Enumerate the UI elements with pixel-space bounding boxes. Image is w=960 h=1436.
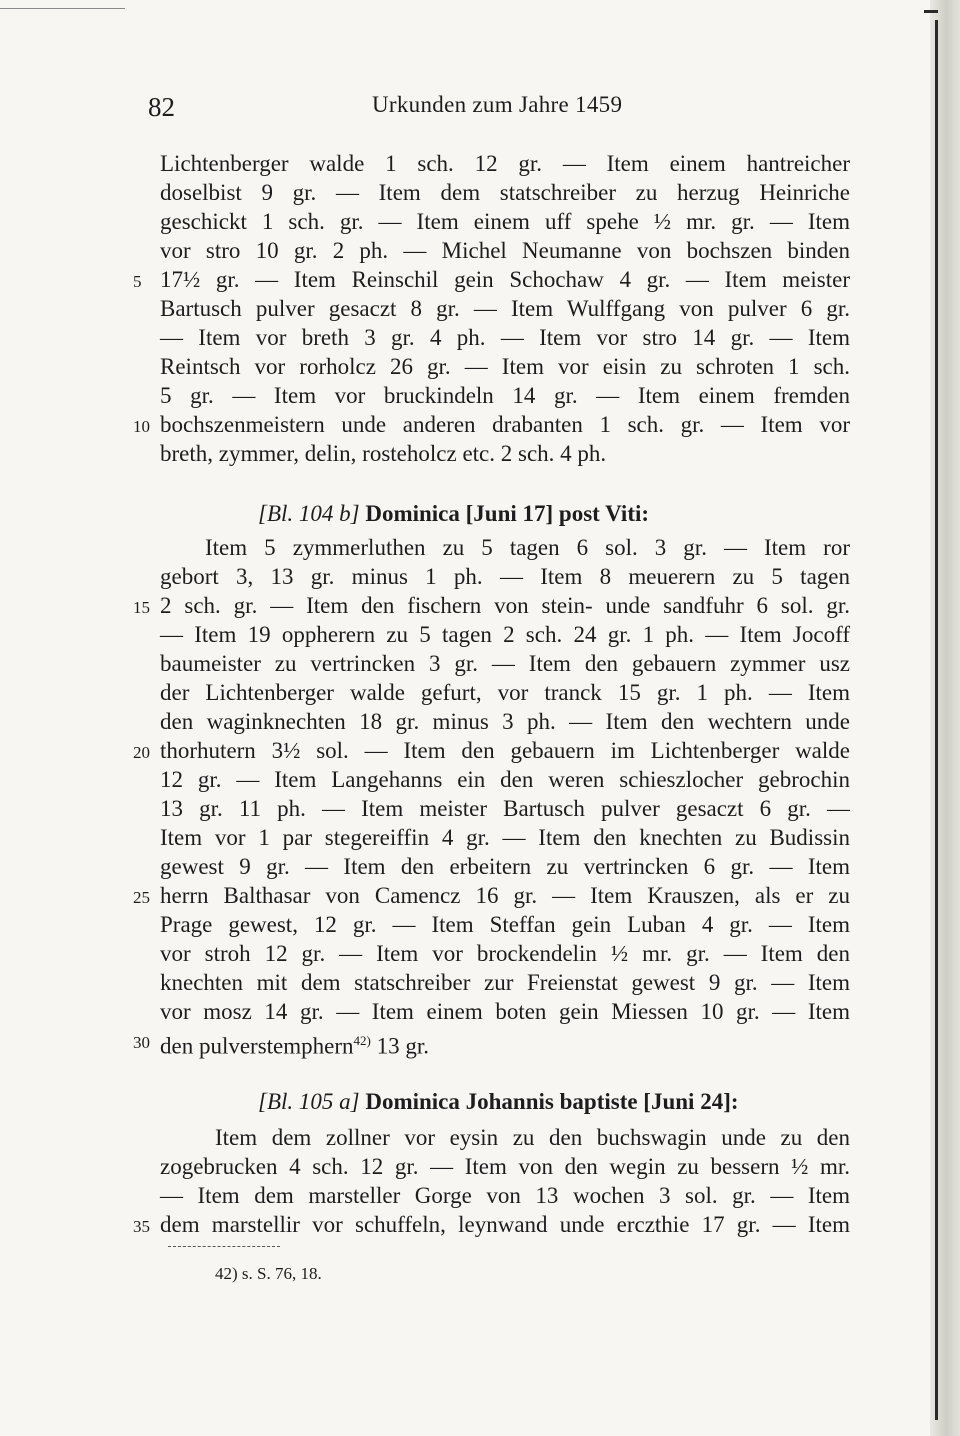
text-line: dem marstellir vor schuffeln, leynwand unde erczthie 17 gr. — Item bbox=[160, 1212, 850, 1237]
text-line: thorhutern 3½ sol. — Item den gebauern im Lichtenberger walde bbox=[160, 738, 850, 763]
text-line: doselbist 9 gr. — Item dem statschreiber zu herzug Heinriche bbox=[160, 180, 850, 205]
running-title: Urkunden zum Jahre 1459 bbox=[372, 92, 623, 117]
text-line: 13 gr. 11 ph. — Item meister Bartusch pulver gesaczt 6 gr. — bbox=[160, 796, 850, 821]
text-line: 5 gr. — Item vor bruckindeln 14 gr. — Item einem fremden bbox=[160, 383, 850, 408]
text-line: Lichtenberger walde 1 sch. 12 gr. — Item einem hantreicher bbox=[160, 151, 850, 176]
text-line: 17½ gr. — Item Reinschil gein Schochaw 4 gr. — Item meister bbox=[160, 267, 850, 292]
text-line: Item dem zollner vor eysin zu den buchswagin unde zu den bbox=[215, 1125, 850, 1150]
footnote-text: s. S. 76, 18. bbox=[241, 1264, 322, 1283]
footnote-reference: 42) bbox=[353, 1033, 371, 1048]
text-line: Reintsch vor rorholcz 26 gr. — Item vor eisin zu schroten 1 sch. bbox=[160, 354, 850, 379]
line-number: 35 bbox=[133, 1217, 150, 1236]
text-line: breth, zymmer, delin, rosteholcz etc. 2 sch. 4 ph. bbox=[160, 441, 607, 466]
text-line: geschickt 1 sch. gr. — Item einem uff spehe ½ mr. gr. — Item bbox=[160, 209, 850, 234]
text-line: baumeister zu vertrincken 3 gr. — Item den gebauern zymmer usz bbox=[160, 651, 850, 676]
binding-line bbox=[935, 20, 938, 1420]
text-line: — Item dem marsteller Gorge von 13 wochen 3 sol. gr. — Item bbox=[160, 1183, 850, 1208]
heading-title: Dominica Johannis baptiste [Juni 24]: bbox=[365, 1089, 739, 1114]
text-line: — Item 19 oppherern zu 5 tagen 2 sch. 24 gr. 1 ph. — Item Jocoff bbox=[160, 622, 850, 647]
footnote-rule bbox=[168, 1246, 280, 1247]
line-number: 30 bbox=[133, 1033, 150, 1052]
text-line: vor mosz 14 gr. — Item einem boten gein Miessen 10 gr. — Item bbox=[160, 999, 850, 1024]
text-line: 12 gr. — Item Langehanns ein den weren schieszlocher gebrochin bbox=[160, 767, 850, 792]
text-line-start: den pulverstemphern bbox=[160, 1033, 354, 1059]
line-number: 5 bbox=[133, 272, 142, 291]
text-line: vor stro 10 gr. 2 ph. — Michel Neumanne von bochszen binden bbox=[160, 238, 850, 263]
footnote-marker: 42) bbox=[215, 1264, 238, 1283]
footnote bbox=[215, 1262, 322, 1286]
text-line: 2 sch. gr. — Item den fischern von stein- unde sandfuhr 6 sol. gr. bbox=[160, 593, 850, 618]
binding-hook bbox=[924, 10, 938, 13]
text-line: Item vor 1 par stegereiffin 4 gr. — Item den knechten zu Budissin bbox=[160, 825, 850, 850]
text-line: Bartusch pulver gesaczt 8 gr. — Item Wulffgang von pulver 6 gr. bbox=[160, 296, 850, 321]
text-line-end: 13 gr. bbox=[376, 1033, 430, 1059]
text-line: bochszenmeistern unde anderen drabanten 1 sch. gr. — Item vor bbox=[160, 412, 850, 437]
folio-reference: [Bl. 104 b] bbox=[258, 501, 360, 526]
text-line: den waginknechten 18 gr. minus 3 ph. — Item den wechtern unde bbox=[160, 709, 850, 734]
text-line: — Item vor breth 3 gr. 4 ph. — Item vor stro 14 gr. — Item bbox=[160, 325, 850, 350]
section-heading bbox=[258, 1088, 739, 1116]
top-left-rule bbox=[0, 8, 125, 9]
text-line: vor stroh 12 gr. — Item vor brockendelin ½ mr. gr. — Item den bbox=[160, 941, 850, 966]
text-line: herrn Balthasar von Camencz 16 gr. — Item Krauszen, als er zu bbox=[160, 883, 850, 908]
line-number: 20 bbox=[133, 743, 150, 762]
line-number: 15 bbox=[133, 598, 150, 617]
page-binding-edge bbox=[930, 0, 960, 1436]
text-line: Prage gewest, 12 gr. — Item Steffan gein Luban 4 gr. — Item bbox=[160, 912, 850, 937]
text-line: gewest 9 gr. — Item den erbeitern zu vertrincken 6 gr. — Item bbox=[160, 854, 850, 879]
heading-title: Dominica [Juni 17] post Viti: bbox=[365, 501, 650, 526]
text-line: der Lichtenberger walde gefurt, vor tranck 15 gr. 1 ph. — Item bbox=[160, 680, 850, 705]
text-line: Item 5 zymmerluthen zu 5 tagen 6 sol. 3 gr. — Item ror bbox=[205, 535, 850, 560]
text-line: gebort 3, 13 gr. minus 1 ph. — Item 8 meuerern zu 5 tagen bbox=[160, 564, 850, 589]
line-number: 25 bbox=[133, 888, 150, 907]
text-line: zogebrucken 4 sch. 12 gr. — Item von den wegin zu bessern ½ mr. bbox=[160, 1154, 850, 1179]
line-number: 10 bbox=[133, 417, 150, 436]
section-heading bbox=[258, 500, 649, 528]
page-number: 82 bbox=[148, 92, 175, 122]
text-line: knechten mit dem statschreiber zur Freienstat gewest 9 gr. — Item bbox=[160, 970, 850, 995]
text-line bbox=[160, 1027, 850, 1061]
folio-reference: [Bl. 105 a] bbox=[258, 1089, 360, 1114]
